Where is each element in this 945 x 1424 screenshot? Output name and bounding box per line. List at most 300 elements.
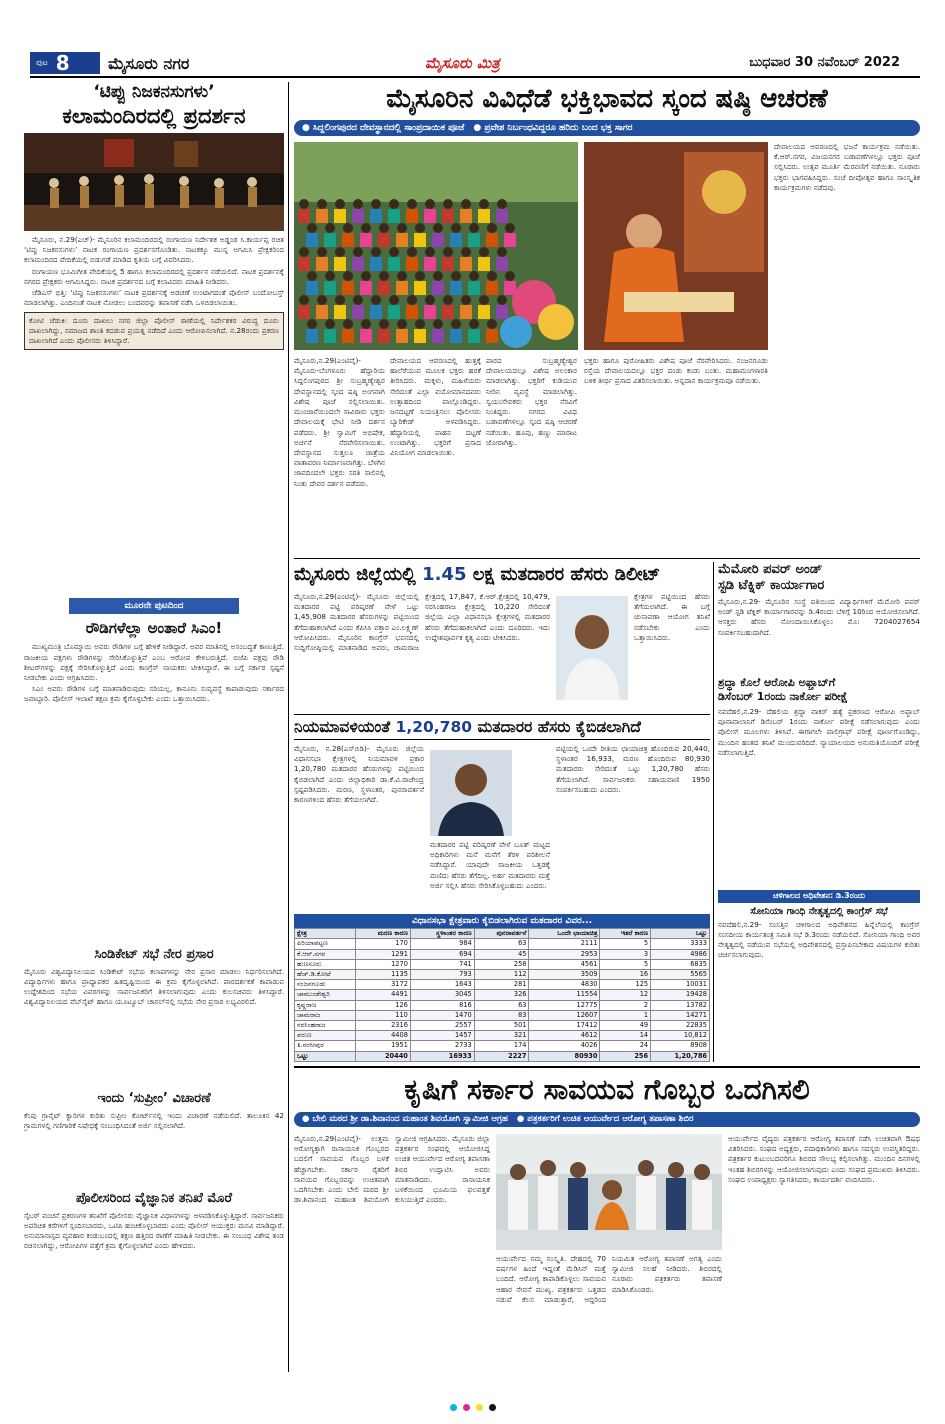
police-story [24, 1190, 284, 1372]
crowd-body [496, 209, 508, 223]
crowd-body [414, 329, 426, 343]
power-headline-2: ಸ್ಟಡಿ ಟೆಕ್ನಿಕ್ ಕಾರ್ಯಾಗಾರ [718, 578, 825, 593]
crowd-body [298, 257, 310, 271]
table-total-cell: 256 [600, 1051, 651, 1061]
crowd-body [478, 257, 490, 271]
crowd-head [505, 271, 515, 281]
crowd-body [370, 209, 382, 223]
voters-story [294, 562, 710, 712]
table-cell: 6835 [651, 959, 710, 969]
crowd-body [460, 257, 472, 271]
crowd-body [306, 233, 318, 247]
skanda-strap-1: ಸಿದ್ದಲಿಂಗಪುರದ ದೇವಸ್ಥಾನದಲ್ಲಿ ಸಾಂಪ್ರದಾಯಿಕ ಪೂಜೆ [313, 123, 465, 133]
agri-headline: ಕೃಷಿಗೆ ಸರ್ಕಾರ ಸಾವಯವ ಗೊಬ್ಬರ ಒದಗಿಸಲಿ [404, 1073, 810, 1106]
table-cell: 11554 [529, 990, 600, 1000]
crowd-body [388, 257, 400, 271]
crowd-body [468, 233, 480, 247]
yellow-dot [476, 1404, 483, 1411]
table-cell: 12607 [529, 1010, 600, 1020]
table-cell: 13782 [651, 1000, 710, 1010]
crowd-head [443, 247, 453, 257]
crowd-body [424, 209, 436, 223]
table-cell: 112 [474, 969, 529, 979]
crowd-body [496, 305, 508, 319]
table-row [295, 1010, 710, 1020]
table-cell: 2953 [529, 949, 600, 959]
crowd-body [424, 305, 436, 319]
voters-headline [294, 562, 710, 588]
crowd-body [468, 281, 480, 295]
crowd-head [415, 319, 425, 329]
table-cell: 14 [600, 1031, 651, 1041]
priest-photo-graphic [584, 142, 768, 350]
syndicate-story [24, 946, 284, 1084]
crowd-body [334, 305, 346, 319]
table-cell: 4408 [355, 1031, 410, 1041]
crowd-head [307, 223, 317, 233]
deleted-col2: ಮತದಾರರ ಪಟ್ಟಿ ಪರಿಷ್ಕರಣೆ ವೇಳೆ ಬೂತ್ ಮಟ್ಟದ ಅಧಿಕಾರಿಗಳು ಮನೆ ಮನೆಗೆ ತೆರಳಿ ಪರಿಶೀಲನೆ ನಡೆಸಿದ್ದಾರೆ. ಯಾವುದೇ ರಾಜಕೀಯ ಒತ್ತಡಕ್ಕೆ ಮಣಿದು ಹೆಸರು ತೆಗೆದಿಲ್ಲ. ಅರ್ಹ ಮತದಾರರು ಮತ್ತೆ ಅರ್ಜಿ ಸಲ್ಲಿಸಿ ಹೆಸರು ಸೇರಿಸಿಕೊಳ್ಳಬಹುದು ಎಂದರು. [430, 840, 550, 890]
crowd-body [352, 257, 364, 271]
table-row [295, 949, 710, 959]
tippu-box [24, 312, 284, 351]
agri-col3: ಆಯುರ್ವೇದ ವೈದ್ಯರು ಪತ್ರಕರ್ತರ ಆರೋಗ್ಯ ತಪಾಸಣೆ ನಡೆಸಿ ಉಚಿತವಾಗಿ ಔಷಧ ವಿತರಿಸಿದರು. ಸಂಘದ ಅಧ್ಯಕ್ಷರು, ಪದಾಧಿಕಾರಿಗಳು ಹಾಗೂ ಸದಸ್ಯರು ಉಪಸ್ಥಿತರಿದ್ದರು. ಪತ್ರಕರ್ತರ ಕುಟುಂಬದವರಿಗೂ ಶಿಬಿರದ ಸೌಲಭ್ಯ ಕಲ್ಪಿಸಲಾಗಿತ್ತು. ಮುಂದಿನ ದಿನಗಳಲ್ಲಿ ಇಂತಹ ಶಿಬಿರಗಳನ್ನು ಆಯೋಜಿಸಲಾಗುವುದು ಎಂದು ಸಂಘದ ಪ್ರಮುಖರು ತಿಳಿಸಿದರು. ಸಂಘದ ಉಪಾಧ್ಯಕ್ಷರು ಸ್ವಾಗತಿಸಿದರು, ಕಾರ್ಯದರ್ಶಿ ವಂದಿಸಿದರು. [728, 1134, 920, 1184]
voters-body-cont: ಕ್ಷೇತ್ರಗಳ ಪಟ್ಟಿಯಿಂದ ಹೆಸರು ತೆಗೆಯಲಾಗಿದೆ. ಈ ಬಗ್ಗೆ ಚುನಾವಣಾ ಆಯೋಗ ತನಿಖೆ ನಡೆಸಬೇಕು ಎಂದು ಒತ್ತಾಯಿಸಿದರು. [634, 592, 710, 642]
skanda-straps [294, 120, 920, 136]
section-title: ಮೈಸೂರು ನಗರ [108, 54, 190, 73]
crowd-head [451, 271, 461, 281]
crowd-body [468, 329, 480, 343]
table-cell: 17412 [529, 1020, 600, 1030]
table-cell: ವರುಣ [295, 1031, 356, 1041]
table-cell: 5 [600, 939, 651, 949]
table-cell: 63 [474, 1000, 529, 1010]
crowd-body [342, 233, 354, 247]
table-cell: 793 [410, 969, 474, 979]
table-cell: 694 [410, 949, 474, 959]
table-cell: 83 [474, 1010, 529, 1020]
tippu-box-text: ಕೋಟಿ ಚೆಡುಕಿ: ದೂರು ದಾಖಲು ನಗರ ಜಿಲ್ಲಾ ಪೊಲೀಸ್ ಠಾಣೆಯಲ್ಲಿ ನಿರ್ದೇಶಕರ ವಿರುದ್ಧ ದೂರು ದಾಖಲಾಗಿದ್ದು, ಸಮಾಜದ ಶಾಂತಿ ಕದಡುವ ಪ್ರಯತ್ನ ನಡೆದಿದೆ ಎಂದು ಆರೋಪಿಸಲಾಗಿದೆ. ನ.28ರಂದು ಪ್ರಕರಣ ದಾಖಲಾಗಿದೆ ಎಂದು ಪೊಲೀಸರು ತಿಳಿಸಿದ್ದಾರೆ. [29, 315, 279, 345]
table-total-row [295, 1051, 710, 1061]
table-cell: 1291 [355, 949, 410, 959]
color-registration-bar [0, 1404, 945, 1418]
crowd-body [352, 209, 364, 223]
table-cell: 12 [600, 990, 651, 1000]
crowd-head [479, 247, 489, 257]
table-cell: 12775 [529, 1000, 600, 1010]
table-cell: ನರಸಿಂಹರಾಜ [295, 1020, 356, 1030]
strap-bullet: ● [516, 1114, 525, 1124]
crowd-body [306, 281, 318, 295]
table-cell: 14271 [651, 1010, 710, 1020]
table-cell: 5 [600, 959, 651, 969]
continued-body [24, 642, 284, 704]
crowd-head [353, 247, 363, 257]
table-cell: 1951 [355, 1041, 410, 1051]
crowd-head [451, 319, 461, 329]
paper-name: ಮೈಸೂರು ಮಿತ್ರ [425, 54, 500, 72]
crowd-head [497, 247, 507, 257]
masthead [30, 50, 920, 76]
agri-strap-2: ಪತ್ರಕರ್ತರಿಗೆ ಉಚಿತ ಆಯುರ್ವೇದ ಆರೋಗ್ಯ ತಪಾಸಣಾ ಶಿಬಿರ [527, 1114, 694, 1124]
crowd-head [407, 199, 417, 209]
crowd-body [406, 305, 418, 319]
crowd-head [433, 271, 443, 281]
tippu-stage-photo [24, 133, 284, 231]
table-row [295, 980, 710, 990]
continued-para: ಸಿಎಂ ಅವರು ರೌಡಿಗಳ ಬಗ್ಗೆ ಮಾತನಾಡಿರುವುದು ಸರಿಯಲ್ಲ. ಕಾನೂನು ಸುವ್ಯವಸ್ಥೆ ಕಾಪಾಡುವುದು ಸರ್ಕಾರದ ಜವಾಬ್ದಾರಿ. ಪೊಲೀಸ್ ಇಲಾಖೆ ತಕ್ಷಣ ಕ್ರಮ ಕೈಗೊಳ್ಳಬೇಕು ಎಂದು ಒತ್ತಾಯಿಸಿದರು. [24, 684, 284, 704]
crowd-head [425, 295, 435, 305]
skanda-story [294, 80, 920, 556]
crowd-body [486, 281, 498, 295]
crowd-body [486, 329, 498, 343]
table-cell: 321 [474, 1031, 529, 1041]
skanda-headline: ಮೈಸೂರಿನ ವಿವಿಧೆಡೆ ಭಕ್ತಿಭಾವದ ಸ್ಕಂದ ಷಷ್ಠಿ ಆಚರಣೆ [386, 84, 828, 114]
left-column-rule [288, 82, 289, 1372]
table-row [295, 1041, 710, 1051]
table-cell: 1 [600, 1010, 651, 1020]
suprem-headline: ಇಂದು ‘ಸುಪ್ರೀಂ’ ವಿಚಾರಣೆ [97, 1091, 211, 1106]
portrait-graphic [430, 750, 512, 836]
crowd-body [342, 329, 354, 343]
crowd-body [324, 329, 336, 343]
crowd-head [335, 295, 345, 305]
table-row [295, 959, 710, 969]
crowd-head [497, 199, 507, 209]
crowd-body [450, 329, 462, 343]
crowd-body [396, 281, 408, 295]
crowd-head [487, 319, 497, 329]
table-cell: 1135 [355, 969, 410, 979]
tippu-headline-2: ಕಲಾಮಂದಿರದಲ್ಲಿ ಪ್ರದರ್ಶನ [62, 104, 246, 128]
crowd-body [396, 233, 408, 247]
crowd-body [450, 233, 462, 247]
continued-headline: ರೌಡಿಗಳೆಲ್ಲಾ ಅಂತಾರೆ ಸಿಎಂ! [85, 619, 223, 638]
table-cell: 8908 [651, 1041, 710, 1051]
crowd-head [461, 247, 471, 257]
crowd-head [299, 295, 309, 305]
deleted-headline-pre: ನಿಯಮಾವಳಿಯಂತೆ [294, 718, 391, 736]
crowd-head [325, 271, 335, 281]
crowd-head [389, 199, 399, 209]
crowd-head [379, 319, 389, 329]
crowd-head [343, 223, 353, 233]
table-cell: 4561 [529, 959, 600, 969]
table-row [295, 939, 710, 949]
crowd-head [379, 223, 389, 233]
camp-photo [496, 1134, 722, 1250]
tippu-headline-1: ‘ಟಿಪ್ಪು ನಿಜಕನಸುಗಳು’ [93, 82, 215, 102]
drug-headline-1: ಶ್ರದ್ಧಾ ಕೊಲೆ ಆರೋಪಿ ಅಫ್ತಾಬ್‌ಗೆ [718, 676, 836, 689]
crowd-head [371, 247, 381, 257]
table-cell: ತಿ.ನರಸೀಪುರ [295, 1041, 356, 1051]
crowd-body [324, 281, 336, 295]
table-cell: 5565 [651, 969, 710, 979]
crowd-head [299, 247, 309, 257]
crowd-head [425, 247, 435, 257]
crowd-head [469, 271, 479, 281]
syndicate-body: ಮೈಸೂರು ವಿಶ್ವವಿದ್ಯಾನಿಲಯದ ಸಿಂಡಿಕೇಟ್ ಸಭೆಯ ಕಲಾಪಗಳನ್ನು ನೇರ ಪ್ರಸಾರ ಮಾಡಲು ನಿರ್ಧರಿಸಲಾಗಿದೆ. ವಿದ್ಯಾರ್ಥಿಗಳು ಹಾಗೂ ಪ್ರಾಧ್ಯಾಪಕರ ಹಿತದೃಷ್ಟಿಯಿಂದ ಈ ಕ್ರಮ ಕೈಗೊಳ್ಳಲಾಗಿದೆ. ಪಾರದರ್ಶಕತೆ ಕಾಪಾಡುವ ಉದ್ದೇಶದಿಂದ ಸಭೆಯ ವಿವರಗಳನ್ನು ಸಾರ್ವಜನಿಕರಿಗೆ ತಿಳಿಸಲಾಗುವುದು ಎಂದು ಕುಲಸಚಿವರು ತಿಳಿಸಿದ್ದಾರೆ. ವಿಶ್ವವಿದ್ಯಾನಿಲಯದ ವೆಬ್‌ಸೈಟ್ ಹಾಗೂ ಯೂಟ್ಯೂಬ್ ಚಾನಲ್‌ನಲ್ಲಿ ಸಭೆಯ ನೇರ ಪ್ರಸಾರ ಲಭ್ಯವಿರಲಿದೆ. [24, 966, 284, 1007]
crowd-head [407, 295, 417, 305]
deleted-story [294, 714, 710, 1062]
crowd-body [352, 305, 364, 319]
crowd-head [425, 199, 435, 209]
crowd-head [433, 319, 443, 329]
masthead-rule [30, 76, 920, 78]
crowd-head [397, 319, 407, 329]
table-cell: 281 [474, 980, 529, 990]
table-cell: ಕೃಷ್ಣರಾಜ [295, 1000, 356, 1010]
tippu-story [24, 82, 284, 592]
crowd-body [306, 329, 318, 343]
crowd-body [396, 329, 408, 343]
crowd-head [343, 271, 353, 281]
table-cell: 63 [474, 939, 529, 949]
table-header-cell: ಸ್ಥಳಾಂತರ ಕಾರಣ [410, 929, 474, 939]
voters-headline-pre: ಮೈಸೂರು ಜಿಲ್ಲೆಯಲ್ಲಿ [294, 564, 416, 585]
table-cell: ಹುಣಸೂರು [295, 959, 356, 969]
skanda-col4: ಭಕ್ತರು ಹಾಗೂ ಪುರೋಹಿತರು ವಿಶೇಷ ಪೂಜೆ ನೆರವೇರಿಸಿದರು. ನಂಜನಗೂಡು ರಸ್ತೆಯ ದೇವಾಲಯದಲ್ಲೂ ಭಕ್ತರ ದಂಡು ಕಂಡು ಬಂತು. ಮಹಾಮಂಗಳಾರತಿ ಬಳಿಕ ತೀರ್ಥ ಪ್ರಸಾದ ವಿತರಿಸಲಾಯಿತು. ಅನ್ನದಾನ ಕಾರ್ಯಕ್ರಮವೂ ನಡೆಯಿತು. [584, 356, 768, 386]
priest-photo [584, 142, 768, 350]
crowd-head [451, 223, 461, 233]
crowd-body [334, 209, 346, 223]
table-row [295, 1000, 710, 1010]
table-row [295, 1031, 710, 1041]
skanda-col2: ದೇವಾಲಯದ ಆವರಣದಲ್ಲಿ ಹುತ್ತಕ್ಕೆ ಹಾಲೆರೆಯುವ ಮೂಲಕ ಭಕ್ತರು ಹರಕೆ ತೀರಿಸಿದರು. ಮಕ್ಕಳು, ಮಹಿಳೆಯರು ಸೇರಿದಂತೆ ಎಲ್ಲಾ ವಯೋಮಾನದವರು ಉತ್ಸಾಹದಿಂದ ಪಾಲ್ಗೊಂಡಿದ್ದರು. ಜನದಟ್ಟಣೆ ನಿಯಂತ್ರಿಸಲು ಪೊಲೀಸರು ಬ್ಯಾರಿಕೇಡ್ ಅಳವಡಿಸಿದ್ದರು. ಹೆದ್ದಾರಿಯಲ್ಲಿ ವಾಹನ ದಟ್ಟಣೆ ಉಂಟಾಗಿತ್ತು. ಭಕ್ತರಿಗೆ ಪ್ರಸಾದ ವಿನಿಯೋಗ ಮಾಡಲಾಯಿತು. [390, 356, 481, 457]
crowd-photo-graphic [294, 142, 578, 350]
crowd-body [360, 233, 372, 247]
crowd-body [316, 305, 328, 319]
crowd-body [388, 305, 400, 319]
magenta-dot [463, 1404, 470, 1411]
crowd-body [342, 281, 354, 295]
crowd-head [361, 271, 371, 281]
table-cell: 49 [600, 1020, 651, 1030]
crowd-head [307, 319, 317, 329]
power-headline-1: ಮೆಮೋರಿ ಪವರ್ ಅಂಡ್ [718, 562, 823, 577]
crowd-body [388, 209, 400, 223]
table-cell: 1643 [410, 980, 474, 990]
crowd-head [371, 199, 381, 209]
table-header-cell: ಕ್ಷೇತ್ರ [295, 929, 356, 939]
deleted-table-title: ವಿಧಾನಸಭಾ ಕ್ಷೇತ್ರವಾರು ಕೈಬಿಡಲಾಗಿರುವ ಮತದಾರರ ವಿವರ... [294, 914, 710, 928]
table-row [295, 990, 710, 1000]
table-total-cell: 20440 [355, 1051, 410, 1061]
crowd-head [317, 247, 327, 257]
crowd-body [324, 233, 336, 247]
crowd-body [432, 281, 444, 295]
crowd-body [450, 281, 462, 295]
crowd-body [478, 209, 490, 223]
crowd-head [335, 199, 345, 209]
crowd-head [343, 319, 353, 329]
deleted-headline [294, 714, 710, 740]
crowd-body [442, 257, 454, 271]
crowd-head [487, 271, 497, 281]
strap-bullet: ● [302, 1114, 310, 1124]
table-cell: ಕೆ.ಆರ್.ನಗರ [295, 949, 356, 959]
crowd-head [371, 295, 381, 305]
agri-strap-1: ಬೇಲಿ ಮಠದ ಶ್ರೀ ಡಾ.ಶಿವಾನಂದ ಮಹಾಂತ ಶಿವಯೋಗಿ ಸ್ವಾಮೀಜಿ ಆಗ್ರಹ [312, 1114, 508, 1124]
crowd-body [406, 257, 418, 271]
table-header-row [295, 929, 710, 939]
crowd-head [397, 271, 407, 281]
crowd-head [407, 247, 417, 257]
crowd-head [469, 223, 479, 233]
crowd-head [497, 295, 507, 305]
crowd-body [298, 305, 310, 319]
table-cell: 501 [474, 1020, 529, 1030]
crowd-body [378, 329, 390, 343]
voters-headline-num: 1.45 [422, 564, 467, 585]
crowd-body [298, 209, 310, 223]
crowd-body [504, 233, 516, 247]
crowd-photo [294, 142, 578, 350]
agri-top-rule [294, 1066, 920, 1068]
crowd-body [442, 209, 454, 223]
table-cell: 3172 [355, 980, 410, 990]
table-cell: 22835 [651, 1020, 710, 1030]
skanda-strap-2: ಪ್ರವೇಶ ನಿರ್ಬಂಧವಿದ್ದರೂ ಹರಿದು ಬಂದ ಭಕ್ತ ಸಾಗರ [484, 123, 633, 133]
crowd-head [505, 223, 515, 233]
police-body: ಸೈಬರ್ ವಂಚನೆ ಪ್ರಕರಣಗಳ ತನಿಖೆಗೆ ಪೊಲೀಸರು ವೈಜ್ಞಾನಿಕ ವಿಧಾನಗಳನ್ನು ಅಳವಡಿಸಿಕೊಳ್ಳುತ್ತಿದ್ದಾರೆ. ಸಾರ್ವಜನಿಕರು ಅಪರಿಚಿತ ಕರೆಗಳಿಗೆ ಸ್ಪಂದಿಸಬಾರದು, ಒಟಿಪಿ ಹಂಚಿಕೊಳ್ಳಬಾರದು ಎಂದು ಪೊಲೀಸ್ ಆಯುಕ್ತರು ಮನವಿ ಮಾಡಿದ್ದಾರೆ. ಅನುಮಾನಾಸ್ಪದ ವ್ಯವಹಾರ ಕಂಡುಬಂದಲ್ಲಿ ತಕ್ಷಣ ಹತ್ತಿರದ ಠಾಣೆಗೆ ಮಾಹಿತಿ ನೀಡಬೇಕು. ಈ ಸಂಬಂಧ ವಿಶೇಷ ತಂಡ ರಚಿಸಲಾಗಿದ್ದು, ಆರೋಪಿಗಳ ಪತ್ತೆಗೆ ಕ್ರಮ ಕೈಗೊಳ್ಳಲಾಗಿದೆ ಎಂದು ಹೇಳಿದರು. [24, 1210, 284, 1251]
crowd-head [479, 295, 489, 305]
table-cell: ಚಾಮರಾಜ [295, 1010, 356, 1020]
crowd-head [461, 199, 471, 209]
table-cell: 4026 [529, 1041, 600, 1051]
table-cell: 19428 [651, 990, 710, 1000]
crowd-head [433, 223, 443, 233]
table-body [295, 939, 710, 1061]
table-cell: 24 [600, 1041, 651, 1051]
table-row [295, 969, 710, 979]
drug-headline-2: ಡಿಸೆಂಬರ್ 1ರಂದು ನಾರ್ಕೋ ಪರೀಕ್ಷೆ [718, 690, 848, 703]
table-cell: 2316 [355, 1020, 410, 1030]
strap-bullet: ● [473, 123, 482, 133]
crowd-body [406, 209, 418, 223]
table-cell: 2733 [410, 1041, 474, 1051]
crowd-head [325, 319, 335, 329]
deleted-table [294, 928, 710, 1062]
lakshman-photo [556, 596, 628, 700]
crowd-head [397, 223, 407, 233]
table-cell: 4830 [529, 980, 600, 990]
agri-story [294, 1070, 920, 1372]
power-body: ಮೈಸೂರು,ನ.29- ಮೈಸೂರಿನ ಸಂಸ್ಥೆ ವತಿಯಿಂದ ವಿದ್ಯಾರ್ಥಿಗಳಿಗೆ ಮೆಮೋರಿ ಪವರ್ ಅಂಡ್ ಸ್ಟಡಿ ಟೆಕ್ನಿಕ್ ಕಾರ್ಯಾಗಾರವನ್ನು ಡಿ.4ರಂದು ಬೆಳಿಗ್ಗೆ 10ರಿಂದ ಆಯೋಜಿಸಲಾಗಿದೆ. ಆಸಕ್ತರು ಹೆಸರು ನೋಂದಾಯಿಸಿಕೊಳ್ಳಲು ಮೊ: 7204027654 ಸಂಪರ್ಕಿಸಬಹುದಾಗಿದೆ. [718, 597, 920, 637]
table-cell: 10,812 [651, 1031, 710, 1041]
table-header-cell: ಮರಣ ಕಾರಣ [355, 929, 410, 939]
drug-story [718, 676, 920, 886]
crowd-body [432, 233, 444, 247]
crowd-body [414, 281, 426, 295]
right-column-rule [713, 712, 714, 1062]
page-number-box [30, 52, 100, 74]
table-cell: 110 [355, 1010, 410, 1020]
skanda-col3: ಪಾರದ ಸುಬ್ರಹ್ಮಣ್ಯೇಶ್ವರ ದೇವಾಲಯದಲ್ಲೂ ವಿಶೇಷ ಅಲಂಕಾರ ಮಾಡಲಾಗಿತ್ತು. ಭಕ್ತರಿಗೆ ಕುಡಿಯುವ ನೀರಿನ ವ್ಯವಸ್ಥೆ ಮಾಡಲಾಗಿತ್ತು. ಸ್ವಯಂಸೇವಕರು ಭಕ್ತರ ನೆರವಿಗೆ ನಿಂತಿದ್ದರು. ನಗರದ ವಿವಿಧ ಬಡಾವಣೆಗಳಲ್ಲೂ ಸ್ಕಂದ ಷಷ್ಠಿ ಆಚರಣೆ ನಡೆಯಿತು. ಹೂವು, ಹಣ್ಣು ಮಾರಾಟ ಜೋರಾಗಿತ್ತು. [486, 356, 577, 447]
crowd-head [353, 295, 363, 305]
skanda-col5: ದೇವಾಲಯದ ಆವರಣದಲ್ಲಿ ಭಜನೆ ಕಾರ್ಯಕ್ರಮ ನಡೆಯಿತು. ಕೆ.ಆರ್.ನಗರ, ವಿಜಯನಗರ ಬಡಾವಣೆಗಳಲ್ಲೂ ಭಕ್ತರು ಪೂಜೆ ಸಲ್ಲಿಸಿದರು. ಉತ್ಸವ ಮೂರ್ತಿ ಮೆರವಣಿಗೆ ನಡೆಯಿತು. ನೂರಾರು ಭಕ್ತರು ಭಾಗವಹಿಸಿದ್ದರು. ಸಂಜೆ ದೀಪೋತ್ಸವ ಹಾಗೂ ಸಾಂಸ್ಕೃತಿಕ ಕಾರ್ಯಕ್ರಮಗಳು ನಡೆದವು. [774, 142, 920, 192]
crowd-body [378, 233, 390, 247]
table-total-cell: 80930 [529, 1051, 600, 1061]
table-cell: ನಂಜನಗೂಡು [295, 980, 356, 990]
crowd-body [460, 305, 472, 319]
crowd-body [378, 281, 390, 295]
skanda-bottom-rule [294, 558, 920, 559]
police-headline: ಪೊಲೀಸರಿಂದ ವೈಜ್ಞಾನಿಕ ತನಿಖೆ ಮೊರೆ [76, 1191, 232, 1206]
crowd-body [316, 209, 328, 223]
crowd-head [317, 199, 327, 209]
table-cell: 4986 [651, 949, 710, 959]
crowd-head [379, 271, 389, 281]
crowd-body [370, 305, 382, 319]
stage-photo-graphic [24, 133, 284, 231]
crowd-head [461, 295, 471, 305]
table-header-cell: ಪುನರಾವರ್ತನೆ [474, 929, 529, 939]
table-cell: 3333 [651, 939, 710, 949]
crowd-head [389, 247, 399, 257]
crowd-body [478, 305, 490, 319]
deleted-headline-post: ಮತದಾರರ ಹೆಸರು ಕೈಬಿಡಲಾಗಿದೆ [477, 718, 641, 736]
table-cell: ಹೆಚ್.ಡಿ.ಕೋಟೆ [295, 969, 356, 979]
drug-body: ನವದೆಹಲಿ,ನ.29- ದೆಹಲಿಯ ಶ್ರದ್ಧಾ ವಾಕರ್ ಹತ್ಯೆ ಪ್ರಕರಣದ ಆರೋಪಿ ಅಫ್ತಾಬ್ ಪೂನಾವಾಲಾನಿಗೆ ಡಿಸೆಂಬರ್ 1ರಂದು ನಾರ್ಕೋ ಪರೀಕ್ಷೆ ನಡೆಸಲಾಗುವುದು ಎಂದು ಪೊಲೀಸ್ ಮೂಲಗಳು ತಿಳಿಸಿವೆ. ಈಗಾಗಲೇ ಪಾಲಿಗ್ರಾಫ್ ಪರೀಕ್ಷೆ ಪೂರ್ಣಗೊಂಡಿದ್ದು, ಮುಂದಿನ ಹಂತದ ತನಿಖೆ ಮುಂದುವರಿದಿದೆ. ನ್ಯಾಯಾಲಯದ ಅನುಮತಿಯೊಂದಿಗೆ ಪರೀಕ್ಷೆ ನಡೆಸಲಾಗುತ್ತಿದೆ. [718, 707, 920, 757]
deleted-table-box [294, 914, 710, 1062]
portrait-graphic [556, 596, 628, 700]
table-total-cell: 16933 [410, 1051, 474, 1061]
table-cell: 741 [410, 959, 474, 969]
crowd-head [415, 271, 425, 281]
crowd-head [443, 199, 453, 209]
issue-date: ಬುಧವಾರ 30 ನವೆಂಬರ್ 2022 [749, 55, 900, 70]
crowd-body [460, 209, 472, 223]
page-word: ಪುಟ [36, 57, 48, 67]
crowd-body [442, 305, 454, 319]
crowd-head [307, 271, 317, 281]
sonia-headline-1: ಚಳಿಗಾಲದ ಅಧಿವೇಶನ: ಡಿ.3ರಂದು [718, 890, 920, 903]
page-number: 8 [55, 50, 70, 75]
skanda-col1: ಮೈಸೂರು,ನ.29(ಎಂಟಿವೈ)- ಮೈಸೂರು-ಬೆಂಗಳೂರು ಹೆದ್ದಾರಿಯ ಸಿದ್ದಲಿಂಗಪುರದ ಶ್ರೀ ಸುಬ್ರಹ್ಮಣ್ಯೇಶ್ವರ ದೇವಸ್ಥಾನದಲ್ಲಿ ಸ್ಕಂದ ಷಷ್ಠಿ ಅಂಗವಾಗಿ ವಿಶೇಷ ಪೂಜೆ ಸಲ್ಲಿಸಲಾಯಿತು. ಮುಂಜಾನೆಯಿಂದಲೇ ಸಾವಿರಾರು ಭಕ್ತರು ದೇವಾಲಯಕ್ಕೆ ಭೇಟಿ ನೀಡಿ ದರ್ಶನ ಪಡೆದರು. ಶ್ರೀ ಸ್ವಾಮಿಗೆ ಅಭಿಷೇಕ, ಅರ್ಚನೆ ನೆರವೇರಿಸಲಾಯಿತು. ದೇವಸ್ಥಾನದ ಸುತ್ತಲೂ ಜಾತ್ರೆಯ ವಾತಾವರಣ ನಿರ್ಮಾಣವಾಗಿತ್ತು. ಬೆಳಗಿನ ಜಾವದಿಂದಲೇ ಭಕ್ತರು ಸರತಿ ಸಾಲಿನಲ್ಲಿ ನಿಂತು ದೇವರ ದರ್ಶನ ಪಡೆದರು. [294, 356, 385, 488]
crowd-head [479, 199, 489, 209]
agri-col2: ಆಯುರ್ವೇದ ನಮ್ಮ ಸಂಸ್ಕೃತಿ. ದೇಹದಲ್ಲಿ 70 ವರ್ಷಗಳ ಹಿಂದೆ ಇದ್ದಂತೆ ಮೆಡಿಸಿನ್ ಮತ್ತೆ ಬಂದಿದೆ. ಆರೋಗ್ಯ ಕಾಪಾಡಿಕೊಳ್ಳಲು ಸಾವಯವ ಆಹಾರ ಸೇವನೆ ಮುಖ್ಯ. ಪತ್ರಕರ್ತರು ಒತ್ತಡದ ನಡುವೆ ಕೆಲಸ ಮಾಡುತ್ತಾರೆ, ಆದ್ದರಿಂದ ನಿಯಮಿತ ಆರೋಗ್ಯ ತಪಾಸಣೆ ಅಗತ್ಯ ಎಂದು ಸ್ವಾಮೀಜಿ ಸಲಹೆ ನೀಡಿದರು. ಶಿಬಿರದಲ್ಲಿ ನೂರಾರು ಪತ್ರಕರ್ತರು ತಪಾಸಣೆ ಮಾಡಿಸಿಕೊಂಡರು. [496, 1254, 722, 1304]
table-cell: 3 [600, 949, 651, 959]
strap-bullet: ● [302, 123, 310, 133]
continued-para: ಮುಖ್ಯಮಂತ್ರಿ ಬೊಮ್ಮಾಯಿ ಅವರು ರೌಡಿಗಳ ಬಗ್ಗೆ ಹೇಳಿಕೆ ನೀಡಿದ್ದಾರೆ. ಅವರ ಮಾತಿನಲ್ಲಿ ಅಸಂಬದ್ಧತೆ ಕಾಣುತ್ತಿದೆ. ರಾಜಕೀಯ ಪಕ್ಷಗಳು ರೌಡಿಗಳನ್ನು ಸೇರಿಸಿಕೊಳ್ಳುತ್ತಿವೆ ಎಂಬ ಆರೋಪ ಕೇಳಿಬರುತ್ತಿದೆ. ಬಿಜೆಪಿ ಪಕ್ಷವು ರೌಡಿ ಶೀಟರ್‌ಗಳನ್ನು ಪಕ್ಷಕ್ಕೆ ಸೇರಿಸಿಕೊಳ್ಳುತ್ತಿದೆ ಎಂದು ಕಾಂಗ್ರೆಸ್ ನಾಯಕರು ಟೀಕಿಸಿದ್ದಾರೆ. ಈ ಬಗ್ಗೆ ಸರ್ಕಾರ ಸ್ಪಷ್ಟನೆ ನೀಡಬೇಕು ಎಂದು ಆಗ್ರಹಿಸಿದರು. [24, 642, 284, 683]
crowd-body [316, 257, 328, 271]
table-cell: 45 [474, 949, 529, 959]
table-cell: 984 [410, 939, 474, 949]
table-cell: 174 [474, 1041, 529, 1051]
table-cell: 4491 [355, 990, 410, 1000]
voters-body: ಮೈಸೂರು,ನ.29(ಎಂಟಿವೈ)- ಮೈಸೂರು ಜಿಲ್ಲೆಯಲ್ಲಿ ಮತದಾರರ ಪಟ್ಟಿ ಪರಿಷ್ಕರಣೆ ವೇಳೆ ಒಟ್ಟು 1,45,908 ಮತದಾರರ ಹೆಸರುಗಳನ್ನು ಪಟ್ಟಿಯಿಂದ ತೆಗೆದುಹಾಕಲಾಗಿದೆ ಎಂದು ಕೆಪಿಸಿಸಿ ವಕ್ತಾರ ಎಂ.ಲಕ್ಷ್ಮಣ್ ಆರೋಪಿಸಿದರು. ಮೈಸೂರಿನ ಕಾಂಗ್ರೆಸ್ ಭವನದಲ್ಲಿ ಸುದ್ದಿಗೋಷ್ಠಿಯಲ್ಲಿ ಮಾತನಾಡಿದ ಅವರು, ಚಾಮರಾಜ ಕ್ಷೇತ್ರದಲ್ಲಿ 17,847, ಕೆ.ಆರ್.ಕ್ಷೇತ್ರದಲ್ಲಿ 10,479, ನರಸಿಂಹರಾಜ ಕ್ಷೇತ್ರದಲ್ಲಿ 10,220 ಸೇರಿದಂತೆ ಜಿಲ್ಲೆಯ ಎಲ್ಲಾ ವಿಧಾನಸಭಾ ಕ್ಷೇತ್ರಗಳಲ್ಲಿ ಮತದಾರರ ಹೆಸರು ತೆಗೆದುಹಾಕಲಾಗಿದೆ ಎಂದು ದೂರಿದರು. ಇದು ಉದ್ದೇಶಪೂರ್ವಕ ಕೃತ್ಯ ಎಂದು ಟೀಕಿಸಿದರು. [294, 592, 550, 653]
crowd-body [432, 329, 444, 343]
table-cell: 3509 [529, 969, 600, 979]
table-cell: 1270 [355, 959, 410, 969]
sonia-story [718, 890, 920, 1062]
crowd-head [487, 223, 497, 233]
crowd-head [317, 295, 327, 305]
deleted-headline-num: 1,20,780 [395, 718, 473, 736]
table-total-cell: ಒಟ್ಟು [295, 1051, 356, 1061]
crowd-head [361, 319, 371, 329]
crowd-head [353, 199, 363, 209]
crowd-head [415, 223, 425, 233]
crowd-body [486, 233, 498, 247]
table-header-cell: ಒಂದೇ ಛಾಯಾಚಿತ್ರ [529, 929, 600, 939]
table-cell: 326 [474, 990, 529, 1000]
continued-label: ಮೂರನೇ ಪುಟದಿಂದ [69, 598, 239, 614]
crowd-body [414, 233, 426, 247]
crowd-body [360, 329, 372, 343]
crowd-head [443, 295, 453, 305]
tippu-para: ಜೆಡಿಎಸ್ ಭಿತ್ತಿ: ‘ಟಿಪ್ಪು ನಿಜಕನಸುಗಳು’ ನಾಟಕ ಪ್ರದರ್ಶನಕ್ಕೆ ಅಡಚಣೆ ಉಂಟಾಗದಂತೆ ಪೊಲೀಸ್ ಬಂದೋಬಸ್ತ್ ಮಾಡಲಾಗಿತ್ತು. ಎಂದಿನಂತೆ ನಾಟಕ ನೋಡಲು ಬಂದವರನ್ನು ತಪಾಸಣೆ ನಡೆಸಿ ಒಳಬಿಡಲಾಯಿತು. [24, 288, 284, 308]
